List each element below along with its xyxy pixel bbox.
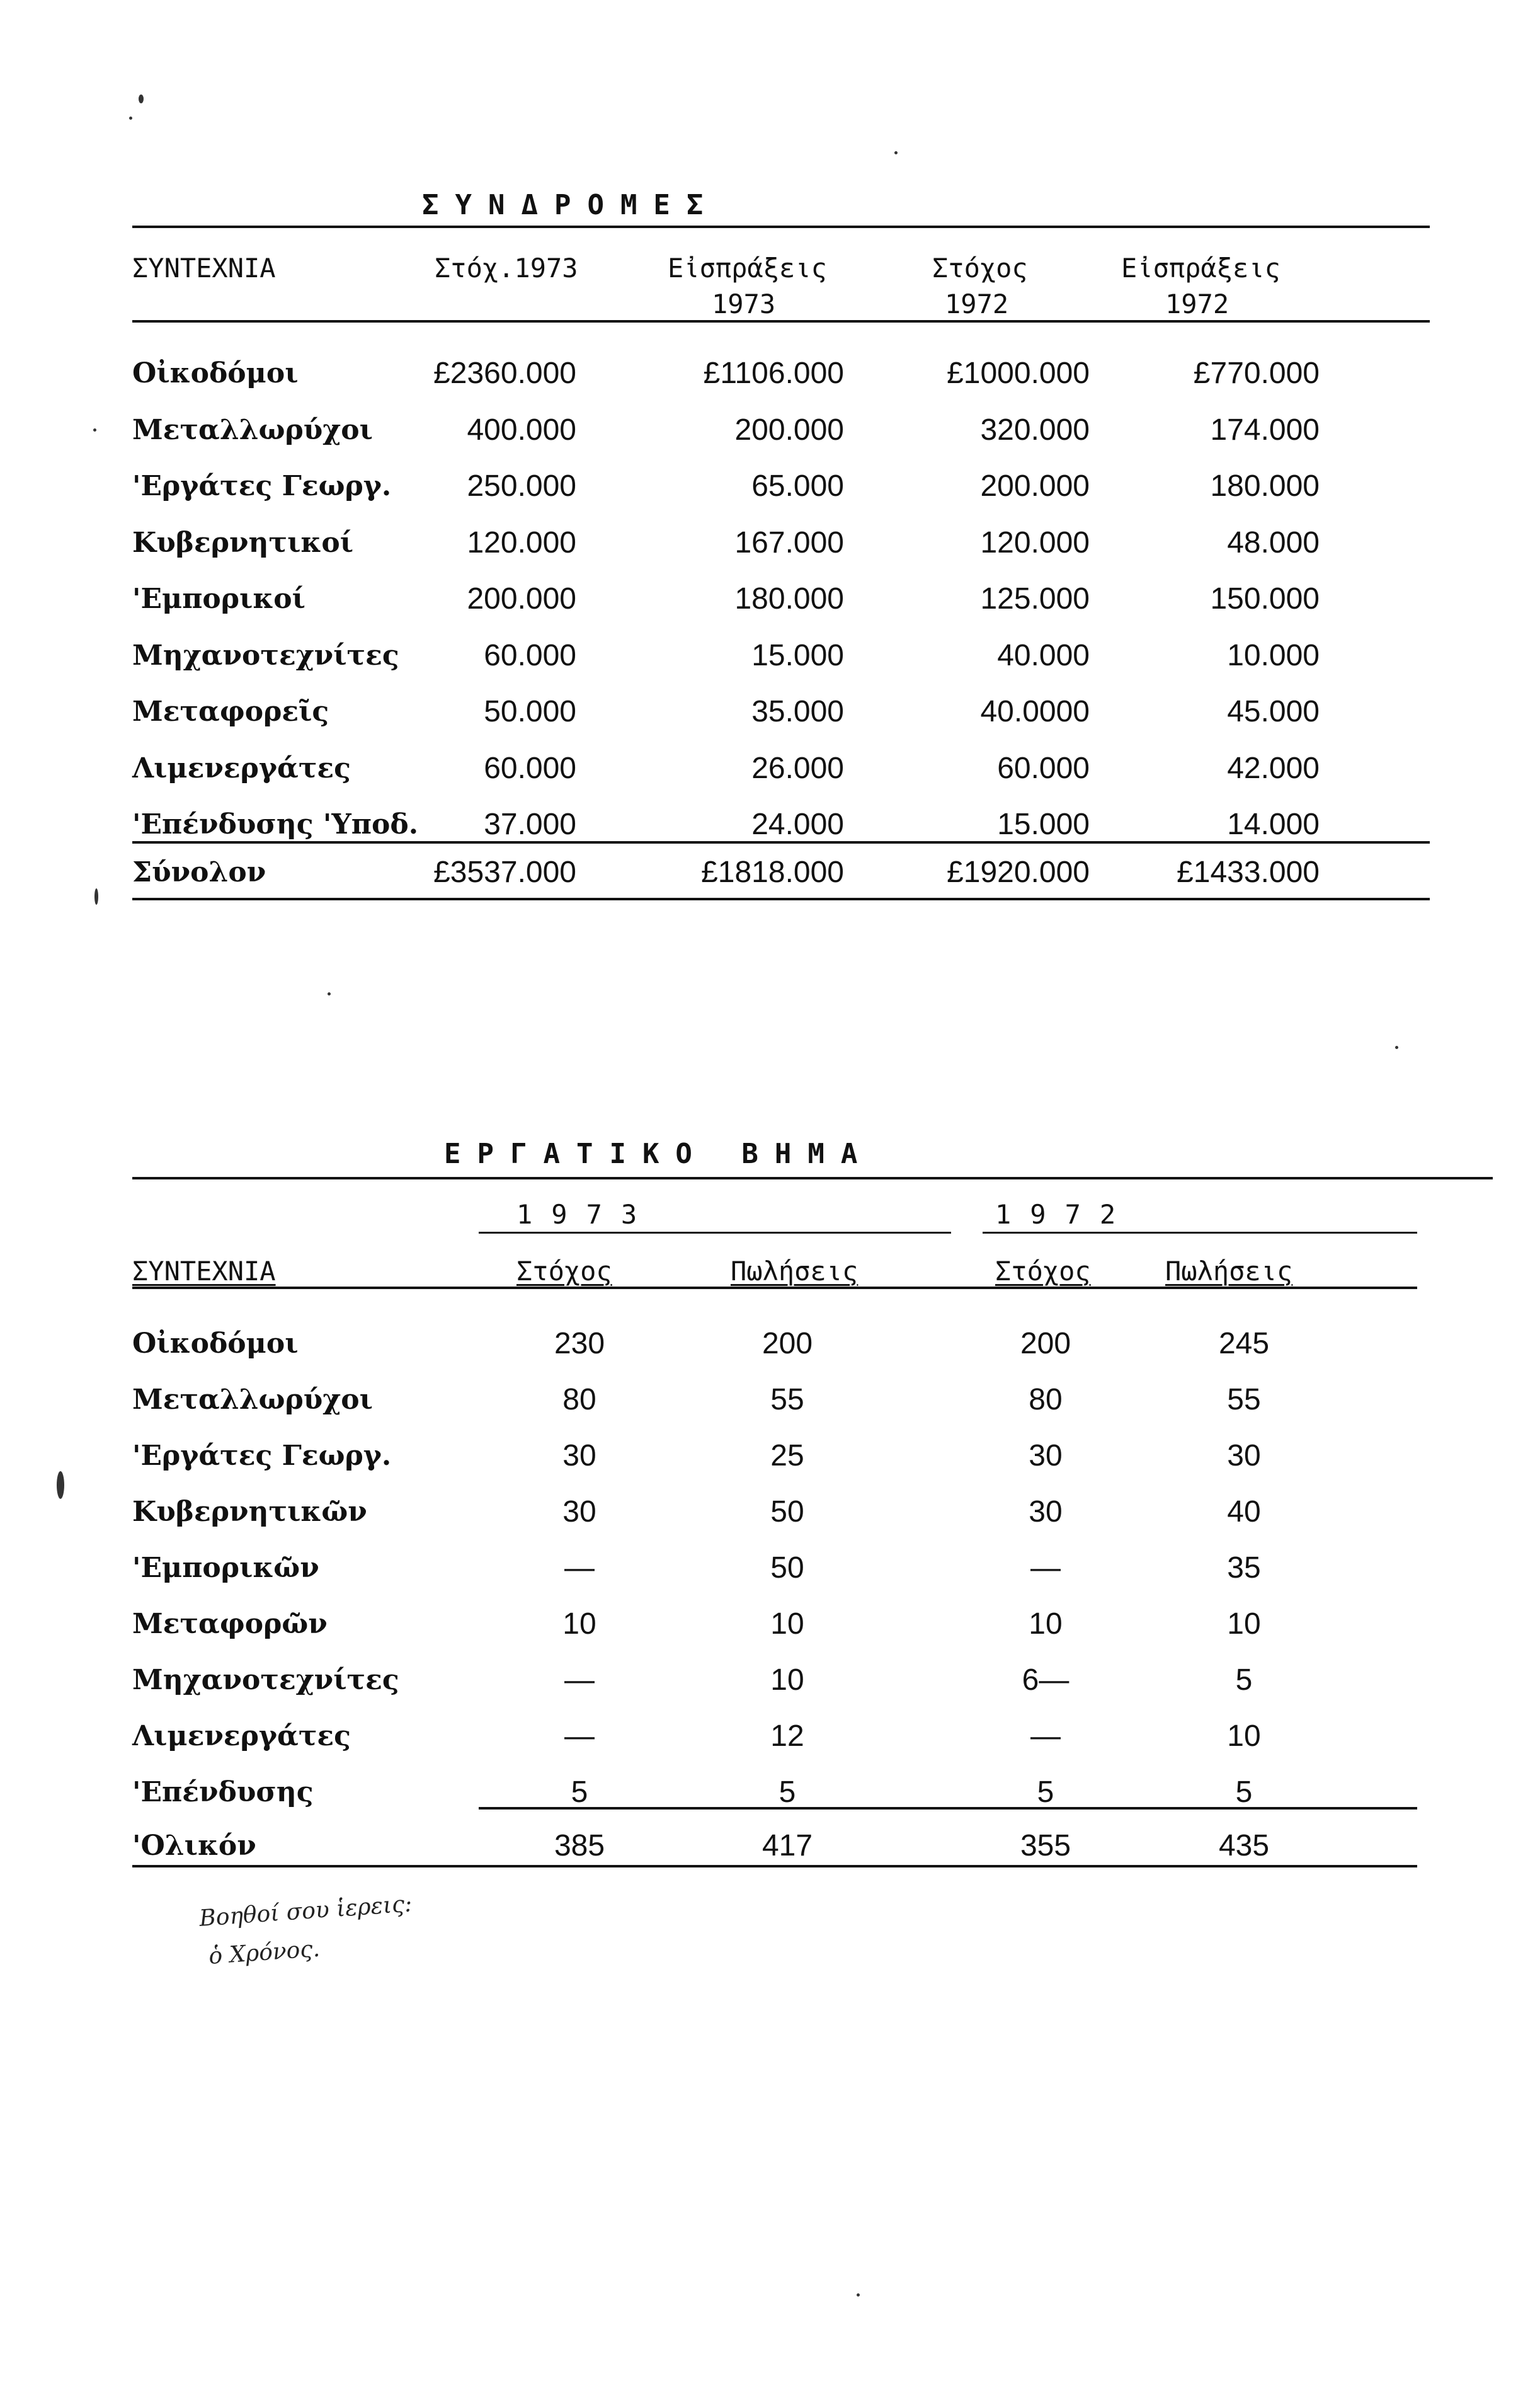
- syndromes-cell-r73: 200.000: [734, 413, 844, 447]
- syndromes-row-label: Κυβερνητικοί: [132, 526, 354, 559]
- syndromes-cell-t73: 400.000: [467, 413, 576, 447]
- syndromes-cell-t73: £2360.000: [433, 357, 576, 390]
- year-1973-rule: [479, 1232, 951, 1234]
- worker-cell-t72: 200: [1020, 1327, 1071, 1360]
- syndromes-header-receipts-1972: Εἰσπράξεις: [1121, 253, 1280, 284]
- worker-cell-s73: 5: [779, 1775, 796, 1809]
- worker-cell-s73: 12: [770, 1719, 804, 1753]
- syndromes-total-r73: £1818.000: [701, 856, 844, 889]
- syndromes-row-label: Μεταφορεῖς: [132, 696, 329, 728]
- worker-cell-s72: 10: [1227, 1607, 1261, 1641]
- syndromes-bottom-rule: [132, 898, 1430, 900]
- worker-header-sector: ΣΥΝΤΕΧΝΙΑ: [132, 1256, 276, 1287]
- worker-cell-s72: 5: [1235, 1663, 1253, 1697]
- syndromes-cell-t72: 40.0000: [980, 695, 1090, 728]
- syndromes-cell-r72: 180.000: [1210, 469, 1320, 503]
- worker-cell-t72: 30: [1029, 1495, 1063, 1529]
- scan-speck: [93, 428, 96, 432]
- syndromes-total-t73: £3537.000: [433, 856, 576, 889]
- scan-speck: [139, 95, 144, 103]
- handwritten-note-line-1: Βοηθοί σου ἱερεις:: [198, 1891, 413, 1932]
- syndromes-cell-t73: 60.000: [484, 638, 576, 672]
- syndromes-cell-r72: 48.000: [1227, 525, 1320, 559]
- worker-header-rule: [132, 1287, 1417, 1289]
- scan-speck: [57, 1471, 64, 1499]
- syndromes-header-receipts-1973: Εἰσπράξεις: [668, 253, 827, 284]
- syndromes-row-label: Οἰκοδόμοι: [132, 357, 299, 389]
- syndromes-cell-r73: £1106.000: [703, 357, 844, 390]
- scan-speck: [894, 151, 898, 154]
- worker-cell-t73: —: [564, 1719, 595, 1753]
- worker-cell-s73: 10: [770, 1607, 804, 1641]
- syndromes-cell-r72: 14.000: [1227, 808, 1320, 841]
- worker-row-label: Κυβερνητικῶν: [132, 1496, 367, 1528]
- worker-cell-s73: 200: [761, 1327, 813, 1360]
- worker-cell-s72: 55: [1227, 1383, 1261, 1416]
- syndromes-cell-r72: 45.000: [1227, 695, 1320, 728]
- worker-cell-s72: 10: [1227, 1719, 1261, 1753]
- syndromes-cell-r73: 15.000: [751, 638, 844, 672]
- worker-total-t72: 355: [1020, 1829, 1071, 1862]
- worker-total-t73: 385: [554, 1829, 605, 1862]
- syndromes-cell-t72: 120.000: [980, 525, 1090, 559]
- worker-cell-s72: 40: [1227, 1495, 1261, 1529]
- syndromes-header-receipts-1973-year: 1973: [712, 289, 776, 319]
- worker-header-target-1973: Στόχος: [516, 1256, 612, 1287]
- worker-cell-t73: 80: [562, 1383, 596, 1416]
- syndromes-cell-r73: 180.000: [734, 582, 844, 616]
- syndromes-total-t72: £1920.000: [947, 856, 1090, 889]
- syndromes-cell-t73: 37.000: [484, 808, 576, 841]
- worker-cell-t72: 10: [1029, 1607, 1063, 1641]
- year-1972-label: 1972: [995, 1199, 1135, 1230]
- syndromes-row-label: 'Εργάτες Γεωργ.: [132, 470, 392, 502]
- worker-row-label: Μεταφορῶν: [132, 1608, 328, 1640]
- syndromes-total-r72: £1433.000: [1177, 856, 1320, 889]
- syndromes-cell-t73: 120.000: [467, 525, 576, 559]
- syndromes-row-label: 'Επένδυσης 'Υποδ.: [132, 808, 419, 840]
- syndromes-cell-r73: 167.000: [734, 525, 844, 559]
- syndromes-cell-t72: 320.000: [980, 413, 1090, 447]
- worker-cell-t72: 80: [1029, 1383, 1063, 1416]
- syndromes-cell-r73: 65.000: [751, 469, 844, 503]
- syndromes-cell-t72: £1000.000: [947, 357, 1090, 390]
- worker-cell-s73: 10: [770, 1663, 804, 1697]
- worker-cell-t73: —: [564, 1663, 595, 1697]
- worker-sum-rule: [479, 1807, 1417, 1810]
- syndromes-cell-r72: 10.000: [1227, 638, 1320, 672]
- syndromes-header-rule: [132, 320, 1430, 323]
- handwritten-note-line-2: ὁ Χρόνος.: [208, 1936, 321, 1970]
- year-1972-rule: [983, 1232, 1417, 1234]
- syndromes-cell-r73: 26.000: [751, 751, 844, 785]
- worker-row-label: Μηχανοτεχνίτες: [132, 1664, 399, 1696]
- worker-cell-t73: 30: [562, 1439, 596, 1472]
- syndromes-cell-t73: 50.000: [484, 695, 576, 728]
- syndromes-row-label: Μηχανοτεχνίτες: [132, 639, 399, 672]
- syndromes-row-label: 'Εμπορικοί: [132, 583, 305, 615]
- worker-cell-t73: 5: [571, 1775, 588, 1809]
- worker-total-s72: 435: [1218, 1829, 1270, 1862]
- worker-tribune-title: ΕΡΓΑΤΙΚΟ ΒΗΜΑ: [444, 1138, 874, 1170]
- year-1973-label: 1973: [516, 1199, 656, 1230]
- syndromes-cell-r72: 150.000: [1210, 582, 1320, 616]
- worker-cell-t73: 230: [554, 1327, 605, 1360]
- syndromes-sum-rule: [132, 841, 1430, 844]
- syndromes-cell-r72: £770.000: [1193, 357, 1320, 390]
- worker-tribune-top-rule: [132, 1177, 1493, 1179]
- worker-header-target-1972: Στόχος: [995, 1256, 1091, 1287]
- syndromes-cell-t72: 40.000: [997, 638, 1090, 672]
- worker-cell-s73: 25: [770, 1439, 804, 1472]
- syndromes-cell-r72: 42.000: [1227, 751, 1320, 785]
- worker-total-label: 'Ολικόν: [132, 1830, 256, 1862]
- worker-cell-t72: 30: [1029, 1439, 1063, 1472]
- syndromes-cell-t72: 15.000: [997, 808, 1090, 841]
- syndromes-header-target-1972: Στόχος: [932, 253, 1028, 284]
- syndromes-header-target-1972-year: 1972: [945, 289, 1009, 319]
- worker-row-label: Οἰκοδόμοι: [132, 1328, 299, 1360]
- worker-cell-t73: 30: [562, 1495, 596, 1529]
- worker-cell-s72: 35: [1227, 1551, 1261, 1585]
- worker-header-sales-1973: Πωλήσεις: [731, 1256, 858, 1287]
- syndromes-title: ΣΥΝΔΡΟΜΕΣ: [422, 189, 720, 221]
- worker-total-s73: 417: [761, 1829, 813, 1862]
- scan-speck: [1395, 1046, 1398, 1049]
- syndromes-row-label: Λιμενεργάτες: [132, 752, 351, 784]
- syndromes-row-label: Μεταλλωρύχοι: [132, 413, 373, 446]
- syndromes-header-receipts-1972-year: 1972: [1165, 289, 1229, 319]
- worker-cell-s73: 50: [770, 1495, 804, 1529]
- worker-cell-t72: —: [1030, 1719, 1061, 1753]
- worker-bottom-rule: [132, 1865, 1417, 1867]
- worker-row-label: Λιμενεργάτες: [132, 1720, 351, 1752]
- worker-cell-s72: 30: [1227, 1439, 1261, 1472]
- syndromes-cell-t72: 200.000: [980, 469, 1090, 503]
- syndromes-cell-t72: 125.000: [980, 582, 1090, 616]
- syndromes-header-target-1973: Στόχ.1973: [435, 253, 578, 284]
- syndromes-total-label: Σύνολον: [132, 856, 266, 888]
- worker-row-label: 'Εργάτες Γεωργ.: [132, 1440, 392, 1472]
- syndromes-cell-r73: 24.000: [751, 808, 844, 841]
- worker-cell-t73: 10: [562, 1607, 596, 1641]
- worker-row-label: Μεταλλωρύχοι: [132, 1384, 373, 1416]
- worker-cell-t72: 5: [1037, 1775, 1054, 1809]
- worker-cell-t72: 6—: [1022, 1663, 1069, 1697]
- syndromes-cell-t72: 60.000: [997, 751, 1090, 785]
- worker-row-label: 'Επένδυσης: [132, 1776, 314, 1808]
- worker-cell-t73: —: [564, 1551, 595, 1585]
- scan-speck: [328, 992, 331, 995]
- worker-header-sales-1972: Πωλήσεις: [1165, 1256, 1293, 1287]
- syndromes-header-sector: ΣΥΝΤΕΧΝΙΑ: [132, 253, 276, 284]
- syndromes-cell-r73: 35.000: [751, 695, 844, 728]
- worker-cell-t72: —: [1030, 1551, 1061, 1585]
- scan-speck: [129, 117, 132, 120]
- scan-speck: [94, 888, 98, 905]
- worker-cell-s73: 55: [770, 1383, 804, 1416]
- syndromes-cell-r72: 174.000: [1210, 413, 1320, 447]
- worker-row-label: 'Εμπορικῶν: [132, 1552, 319, 1584]
- worker-cell-s72: 5: [1235, 1775, 1253, 1809]
- syndromes-cell-t73: 250.000: [467, 469, 576, 503]
- syndromes-cell-t73: 200.000: [467, 582, 576, 616]
- scan-speck: [857, 2293, 860, 2297]
- syndromes-cell-t73: 60.000: [484, 751, 576, 785]
- worker-cell-s72: 245: [1218, 1327, 1270, 1360]
- syndromes-top-rule: [132, 226, 1430, 228]
- worker-cell-s73: 50: [770, 1551, 804, 1585]
